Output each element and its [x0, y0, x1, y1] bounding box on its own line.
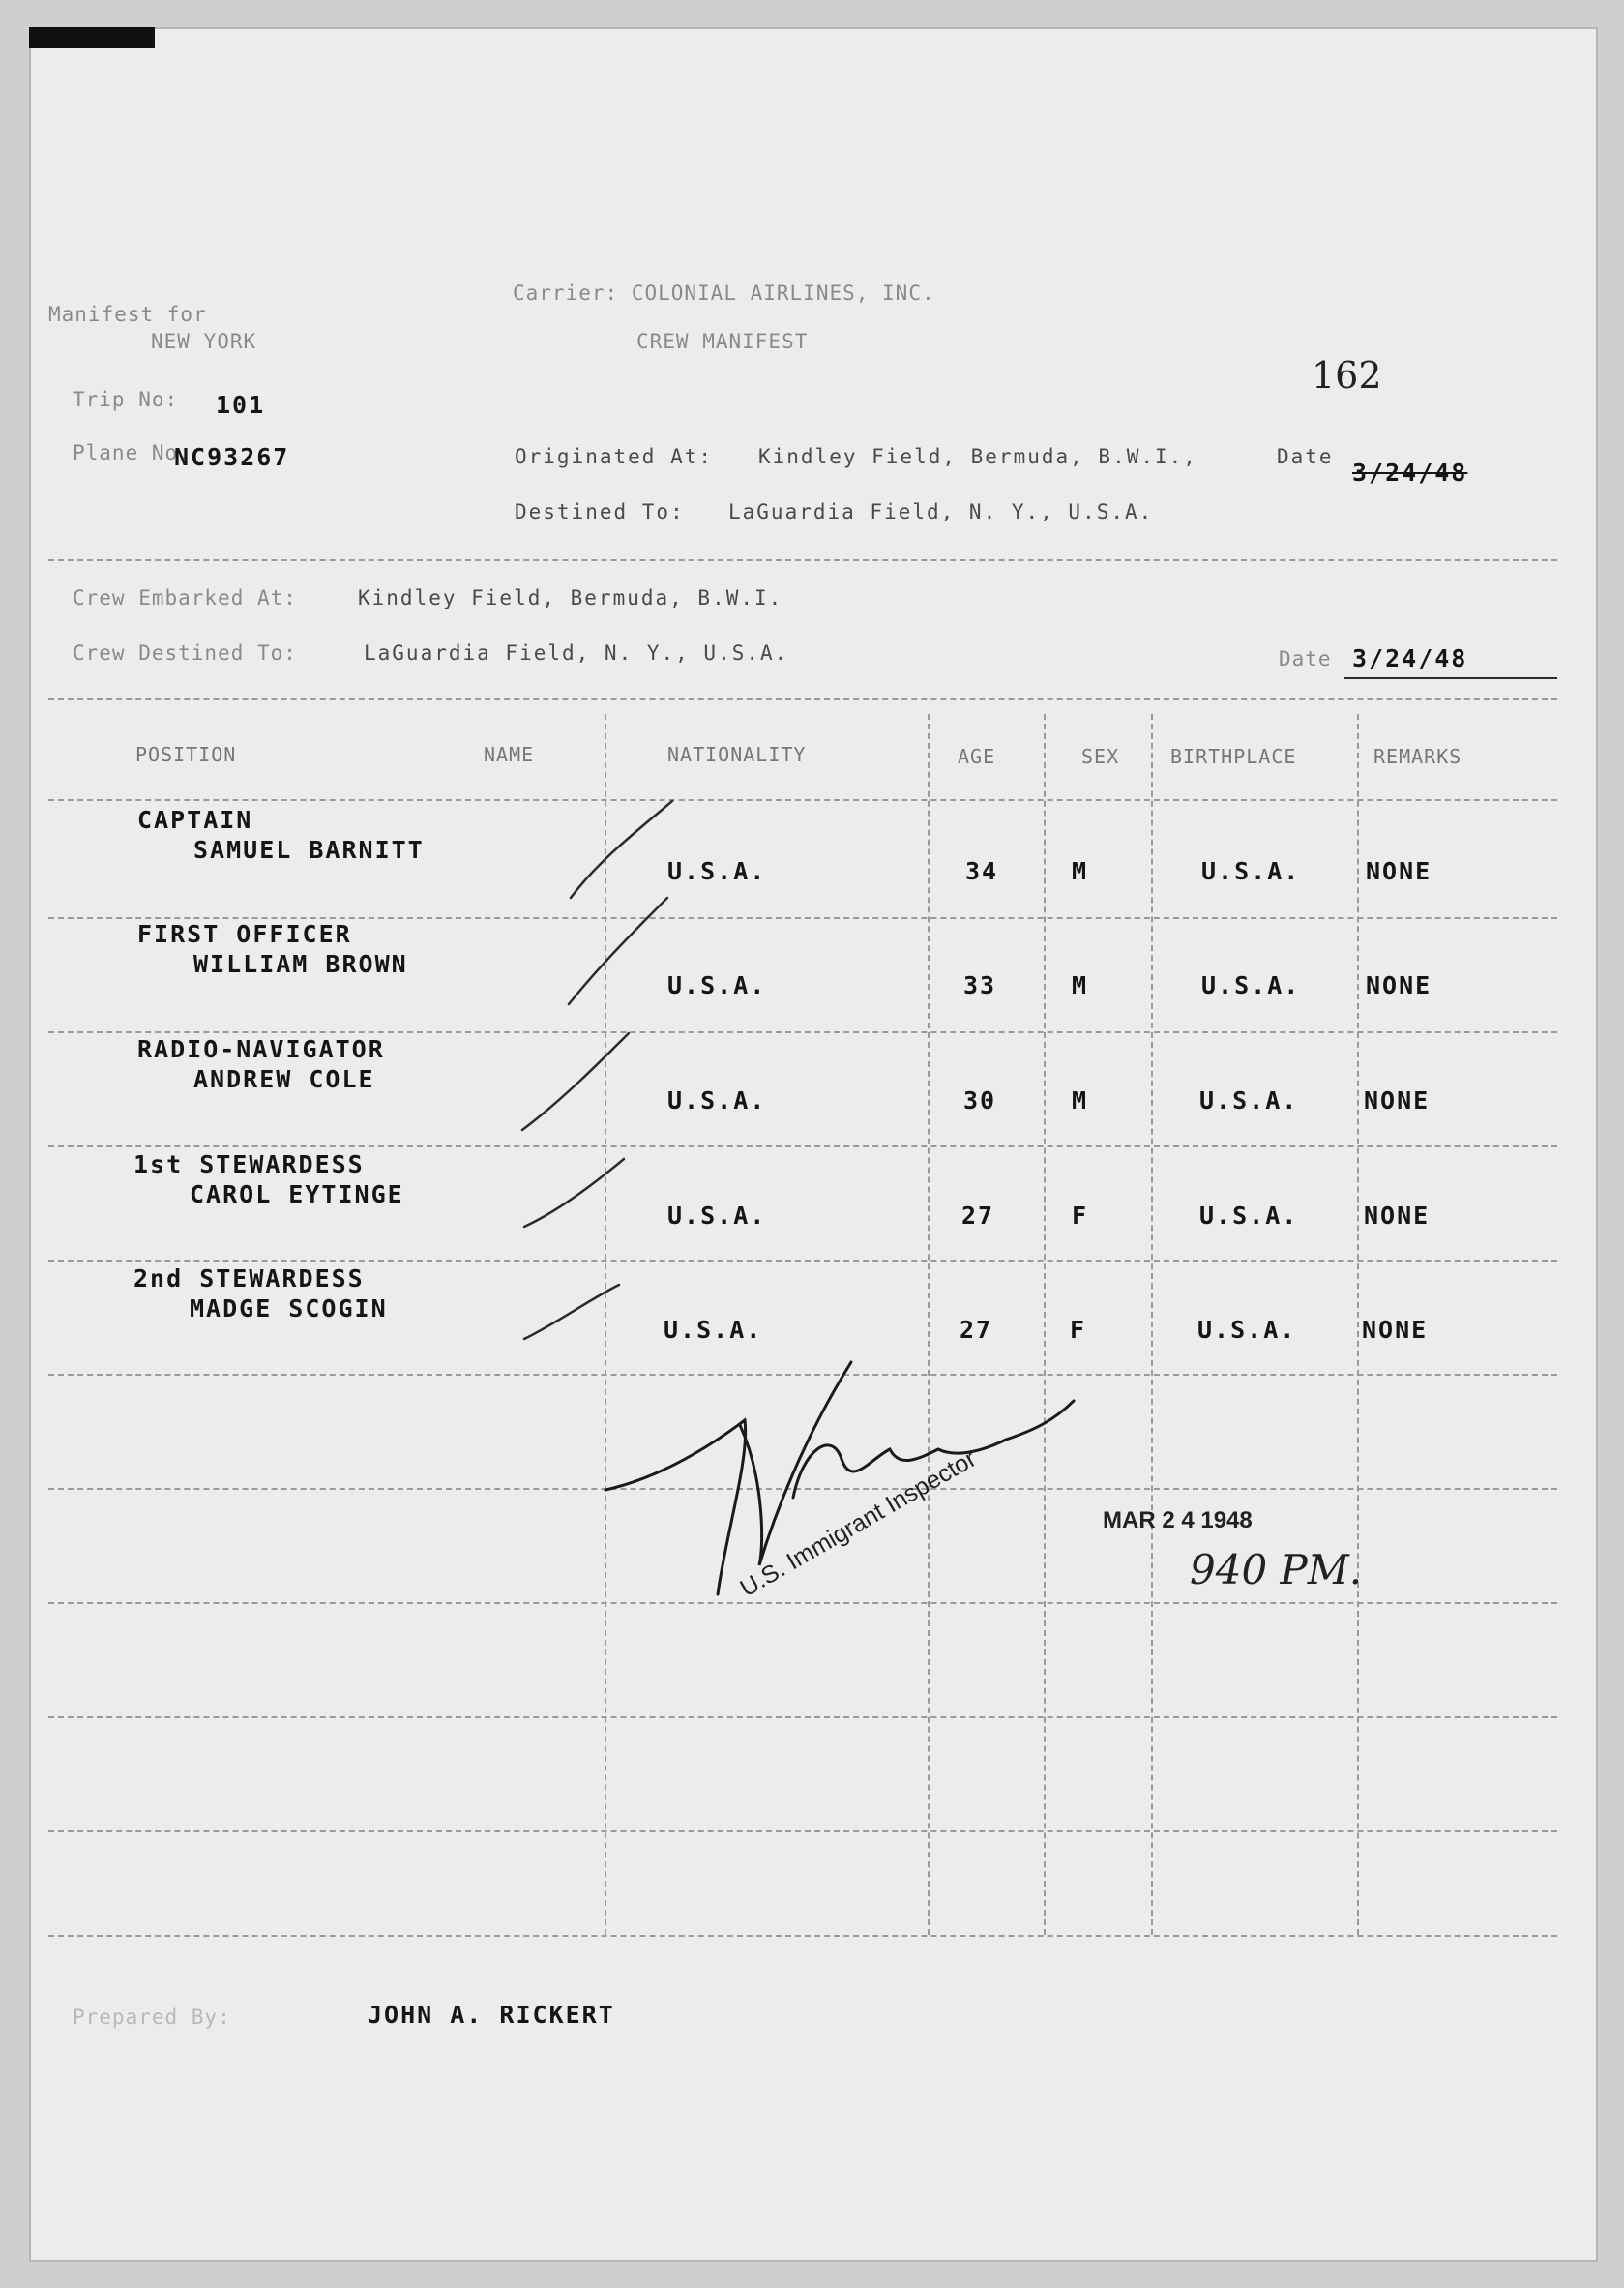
crew-remarks: NONE: [1366, 857, 1432, 885]
carrier-label: Carrier:: [513, 282, 619, 305]
crew-sex: M: [1072, 971, 1089, 999]
col-header-name: NAME: [484, 743, 535, 766]
crew-birthplace: U.S.A.: [1199, 1202, 1299, 1230]
destined-label: Destined To:: [515, 500, 685, 523]
crew-position: 1st STEWARDESS: [133, 1150, 365, 1178]
manifest-sheet: [29, 27, 1598, 2262]
crew-name: MADGE SCOGIN: [190, 1294, 388, 1322]
crew-date-value: 3/24/48: [1352, 644, 1468, 672]
manifest-for-label: Manifest for: [48, 303, 207, 326]
plane-label: Plane No.: [73, 441, 192, 464]
crew-nationality: U.S.A.: [667, 1202, 767, 1230]
crew-birthplace: U.S.A.: [1201, 971, 1301, 999]
document-title: CREW MANIFEST: [636, 330, 809, 353]
col-header-position: POSITION: [135, 743, 237, 766]
trip-value: 101: [216, 391, 266, 419]
crew-name: SAMUEL BARNITT: [193, 836, 425, 864]
crew-age: 30: [963, 1086, 997, 1114]
crew-name: CAROL EYTINGE: [190, 1180, 404, 1208]
crew-name: ANDREW COLE: [193, 1065, 375, 1093]
stamp-time: 940 PM.: [1190, 1546, 1363, 1593]
crew-age: 34: [965, 857, 999, 885]
inspector-stamp: U.S. Immigrant Inspector: [735, 1444, 981, 1603]
col-header-nationality: NATIONALITY: [667, 743, 807, 766]
date-label: Date: [1277, 445, 1334, 468]
crew-destined-label: Crew Destined To:: [73, 641, 297, 665]
crew-date-label: Date: [1279, 647, 1332, 670]
crew-position: RADIO-NAVIGATOR: [137, 1035, 385, 1063]
crew-birthplace: U.S.A.: [1201, 857, 1301, 885]
crew-age: 27: [961, 1202, 995, 1230]
crew-age: 27: [960, 1316, 993, 1344]
crew-name: WILLIAM BROWN: [193, 950, 408, 978]
crew-remarks: NONE: [1362, 1316, 1429, 1344]
check-mark: [569, 898, 667, 1004]
manifest-for-value: NEW YORK: [151, 330, 257, 353]
carrier-value: COLONIAL AIRLINES, INC.: [631, 282, 935, 305]
crew-sex: F: [1072, 1202, 1089, 1230]
prepared-value: JOHN A. RICKERT: [368, 2001, 615, 2029]
check-mark: [571, 801, 672, 898]
crew-nationality: U.S.A.: [667, 1086, 767, 1114]
crew-sex: M: [1072, 1086, 1089, 1114]
col-header-sex: SEX: [1081, 745, 1120, 768]
inspector-signature: [605, 1362, 1074, 1594]
stamp-date: MAR 2 4 1948: [1103, 1507, 1253, 1533]
check-mark: [524, 1285, 619, 1339]
crew-position: CAPTAIN: [137, 806, 253, 834]
crew-nationality: U.S.A.: [667, 971, 767, 999]
crew-embarked-value: Kindley Field, Bermuda, B.W.I.: [358, 586, 783, 609]
originated-value: Kindley Field, Bermuda, B.W.I.,: [758, 445, 1197, 468]
col-header-birthplace: BIRTHPLACE: [1170, 745, 1297, 768]
col-header-remarks: REMARKS: [1373, 745, 1462, 768]
crew-position: FIRST OFFICER: [137, 920, 352, 948]
crew-birthplace: U.S.A.: [1199, 1086, 1299, 1114]
crew-embarked-label: Crew Embarked At:: [73, 586, 297, 609]
crew-sex: F: [1070, 1316, 1087, 1344]
check-mark: [524, 1159, 624, 1227]
crew-remarks: NONE: [1366, 971, 1432, 999]
destined-value: LaGuardia Field, N. Y., U.S.A.: [728, 500, 1154, 523]
plane-value: NC93267: [174, 443, 290, 471]
crew-nationality: U.S.A.: [667, 857, 767, 885]
crew-remarks: NONE: [1364, 1086, 1431, 1114]
crew-age: 33: [963, 971, 997, 999]
crew-sex: M: [1072, 857, 1089, 885]
date-value: 3/24/48: [1352, 459, 1468, 487]
crew-remarks: NONE: [1364, 1202, 1431, 1230]
crew-birthplace: U.S.A.: [1197, 1316, 1297, 1344]
prepared-label: Prepared By:: [73, 2006, 231, 2029]
trip-label: Trip No:: [73, 388, 179, 411]
crew-destined-value: LaGuardia Field, N. Y., U.S.A.: [364, 641, 789, 665]
check-mark: [522, 1033, 629, 1130]
col-header-age: AGE: [958, 745, 996, 768]
originated-label: Originated At:: [515, 445, 714, 468]
check-marks: [29, 27, 1598, 2262]
crew-nationality: U.S.A.: [664, 1316, 763, 1344]
crew-position: 2nd STEWARDESS: [133, 1264, 365, 1293]
page-number: 162: [1312, 354, 1382, 397]
